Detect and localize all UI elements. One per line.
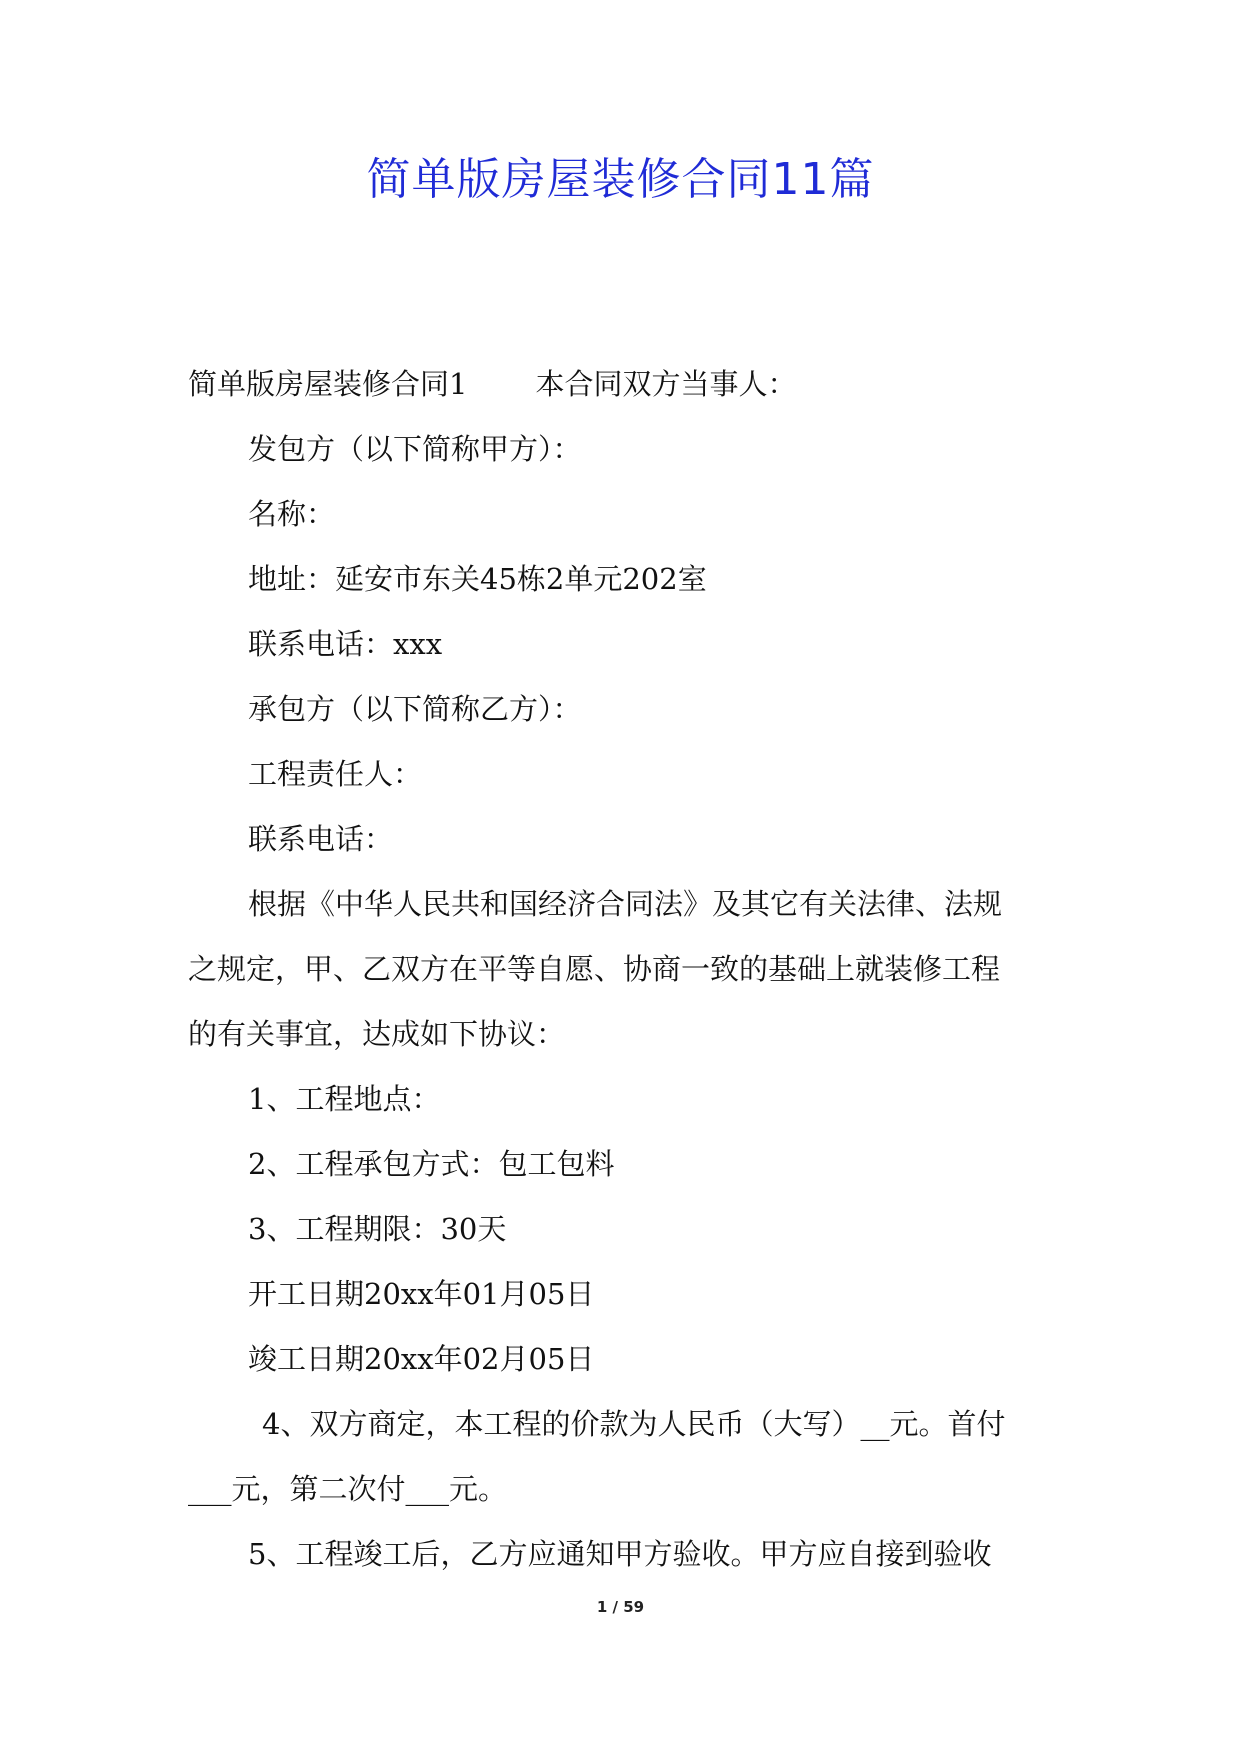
payment-line: ___元，第二次付___元。 (188, 1472, 508, 1506)
start-date: 开工日期20xx年01月05日 (248, 1277, 595, 1311)
party-a-label: 发包方（以下简称甲方）： (248, 432, 582, 466)
parties-intro: 本合同双方当事人： (535, 367, 797, 401)
document-body (188, 352, 1058, 1587)
party-b-label: 承包方（以下简称乙方）： (248, 692, 582, 726)
item-location: 1、工程地点： (248, 1082, 441, 1116)
party-a-phone: 联系电话：xxx (248, 627, 443, 661)
party-b-phone: 联系电话： (248, 822, 394, 856)
contract-heading-line (188, 352, 1058, 417)
page-number: 1 / 59 (596, 1598, 645, 1616)
paragraph-line: 的有关事宜，达成如下协议： (188, 1017, 566, 1051)
paragraph-line: 根据《中华人民共和国经济合同法》及其它有关法律、法规 (248, 887, 1003, 921)
contract-heading: 简单版房屋装修合同1 (188, 367, 468, 401)
party-b-manager: 工程责任人： (248, 757, 423, 791)
item-duration: 3、工程期限：30天 (248, 1212, 507, 1246)
party-a-address: 地址：延安市东关45栋2单元202室 (248, 562, 707, 596)
payment-line: 4、双方商定，本工程的价款为人民币（大写）__元。首付 (262, 1407, 1006, 1441)
document-title: 简单版房屋装修合同11篇 (366, 154, 875, 205)
paragraph-line: 之规定，甲、乙双方在平等自愿、协商一致的基础上就装修工程 (188, 952, 1001, 986)
item-contract-mode: 2、工程承包方式：包工包料 (248, 1147, 615, 1181)
acceptance-line: 5、工程竣工后，乙方应通知甲方验收。甲方应自接到验收 (248, 1537, 992, 1571)
end-date: 竣工日期20xx年02月05日 (248, 1342, 595, 1376)
party-a-name: 名称： (248, 497, 336, 531)
